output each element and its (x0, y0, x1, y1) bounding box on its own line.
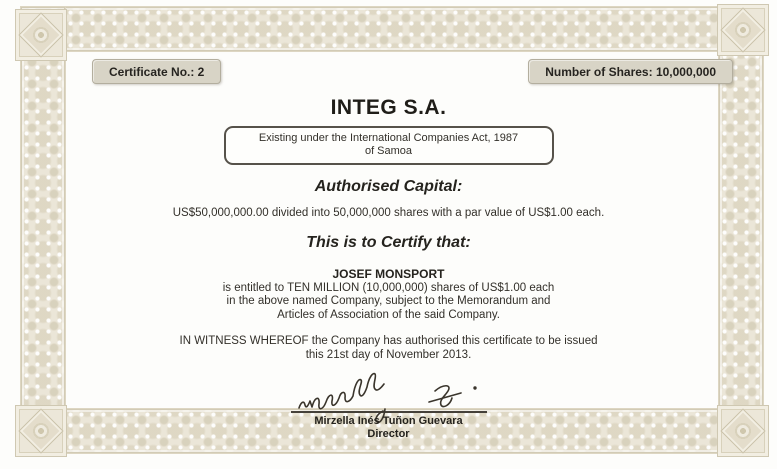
witness-paragraph (60, 335, 717, 362)
company-name: INTEG S.A. (330, 96, 447, 119)
entitlement-line-1: is entitled to TEN MILLION (10,000,000) shares of US$1.00 each (222, 281, 555, 294)
signature-line (291, 411, 487, 413)
witness-line-2: this 21st day of November 2013. (305, 348, 472, 361)
entitlement-paragraph (60, 282, 717, 323)
authorised-capital-text: US$50,000,000.00 divided into 50,000,000 shares with a par value of US$1.00 each. (172, 207, 605, 219)
certify-heading: This is to Certify that: (306, 233, 471, 251)
ornamental-border-top (20, 6, 764, 52)
jurisdiction-box (224, 126, 554, 165)
signatory-title: Director (367, 428, 410, 440)
entitlement-line-3: Articles of Association of the said Company. (277, 308, 500, 321)
signatory-name: Mirzella Inés Tuñon Guevara (314, 415, 463, 427)
border-corner-rosette-bottom-right (717, 405, 769, 457)
shareholder-name: JOSEF MONSPORT (332, 266, 445, 281)
witness-line-1: IN WITNESS WHEREOF the Company has authorised this certificate to be issued (179, 335, 598, 347)
number-of-shares-badge: Number of Shares: 10,000,000 (528, 59, 733, 84)
authorised-capital-heading: Authorised Capital: (314, 178, 463, 195)
certificate-number-badge: Certificate No.: 2 (92, 59, 221, 84)
certificate-content (60, 52, 717, 440)
signature-block (289, 378, 489, 440)
jurisdiction-line-2: of Samoa (364, 145, 413, 157)
certificate-header-row (60, 52, 733, 84)
entitlement-line-2: in the above named Company, subject to the Memorandum and (226, 295, 551, 307)
border-corner-rosette-top-right (717, 4, 769, 56)
jurisdiction-line-1: Existing under the International Companies Act, 1987 (258, 132, 519, 144)
